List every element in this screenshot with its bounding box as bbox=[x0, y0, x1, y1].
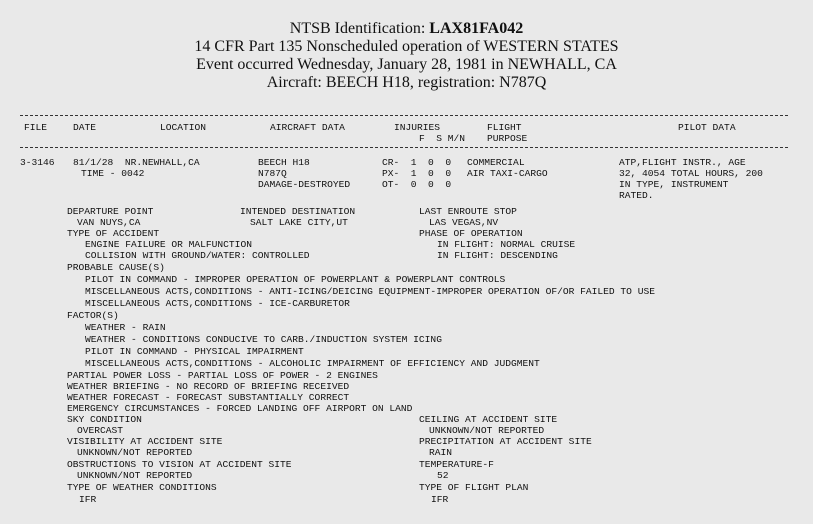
record-flight-purpose-2: AIR TAXI-CARGO bbox=[467, 168, 548, 179]
record-file: 3-3146 bbox=[20, 157, 55, 168]
col-aircraft-data: AIRCRAFT DATA bbox=[270, 122, 345, 133]
record-pilot-line-4: RATED. bbox=[619, 190, 654, 201]
accident-type-1: ENGINE FAILURE OR MALFUNCTION bbox=[85, 239, 252, 250]
factor-1: WEATHER - RAIN bbox=[85, 322, 166, 333]
record-damage: DAMAGE-DESTROYED bbox=[258, 179, 351, 190]
record-time: TIME - 0042 bbox=[81, 168, 145, 179]
event-line: Event occurred Wednesday, January 28, 1981 in NEWHALL, CA bbox=[196, 56, 617, 73]
phase-1: IN FLIGHT: NORMAL CRUISE bbox=[437, 239, 576, 250]
ntsb-identification bbox=[0, 20, 813, 37]
col-pilot-data: PILOT DATA bbox=[678, 122, 736, 133]
obstructions-value: UNKNOWN/NOT REPORTED bbox=[77, 470, 193, 481]
record-registration: N787Q bbox=[258, 168, 287, 179]
accident-type-label: TYPE OF ACCIDENT bbox=[67, 228, 160, 239]
departure-label: DEPARTURE POINT bbox=[67, 206, 154, 217]
aircraft-line: Aircraft: BEECH H18, registration: N787Q bbox=[266, 74, 547, 91]
probable-cause-label: PROBABLE CAUSE(S) bbox=[67, 262, 165, 273]
header-rule-top bbox=[20, 115, 788, 116]
departure-value: VAN NUYS,CA bbox=[77, 217, 141, 228]
col-file: FILE bbox=[24, 122, 48, 133]
ntsb-id-prefix: NTSB Identification: bbox=[289, 20, 430, 37]
ceiling-value: UNKNOWN/NOT REPORTED bbox=[429, 425, 545, 436]
col-date: DATE bbox=[73, 122, 97, 133]
factor-4: MISCELLANEOUS ACTS,CONDITIONS - ALCOHOLIC IMPAIRMENT OF EFFICIENCY AND JUDGMENT bbox=[85, 358, 540, 369]
header-rule-bottom bbox=[20, 147, 788, 148]
precipitation-value: RAIN bbox=[429, 447, 453, 458]
phase-2: IN FLIGHT: DESCENDING bbox=[437, 250, 558, 261]
factor-2: WEATHER - CONDITIONS CONDUCIVE TO CARB./INDUCTION SYSTEM ICING bbox=[85, 334, 442, 345]
last-stop-label: LAST ENROUTE STOP bbox=[419, 206, 517, 217]
destination-label: INTENDED DESTINATION bbox=[240, 206, 356, 217]
obstructions-label: OBSTRUCTIONS TO VISION AT ACCIDENT SITE bbox=[67, 459, 292, 470]
record-aircraft-type: BEECH H18 bbox=[258, 157, 310, 168]
weather-conditions-value: IFR bbox=[79, 494, 97, 505]
destination-value: SALT LAKE CITY,UT bbox=[250, 217, 348, 228]
probable-cause-3: MISCELLANEOUS ACTS,CONDITIONS - ICE-CARBURETOR bbox=[85, 298, 350, 309]
last-stop-value: LAS VEGAS,NV bbox=[429, 217, 499, 228]
temperature-label: TEMPERATURE-F bbox=[419, 459, 494, 470]
probable-cause-1: PILOT IN COMMAND - IMPROPER OPERATION OF POWERPLANT & POWERPLANT CONTROLS bbox=[85, 274, 506, 285]
visibility-value: UNKNOWN/NOT REPORTED bbox=[77, 447, 193, 458]
emergency-circumstances: EMERGENCY CIRCUMSTANCES - FORCED LANDING OFF AIRPORT ON LAND bbox=[67, 403, 413, 414]
flight-plan-label: TYPE OF FLIGHT PLAN bbox=[419, 482, 529, 493]
phase-label: PHASE OF OPERATION bbox=[419, 228, 523, 239]
record-injuries-crew: CR- 1 0 0 bbox=[382, 157, 452, 168]
power-loss: PARTIAL POWER LOSS - PARTIAL LOSS OF POWER - 2 ENGINES bbox=[67, 370, 378, 381]
precipitation-label: PRECIPITATION AT ACCIDENT SITE bbox=[419, 436, 592, 447]
operation-line: 14 CFR Part 135 Nonscheduled operation of WESTERN STATES bbox=[194, 38, 619, 55]
ceiling-label: CEILING AT ACCIDENT SITE bbox=[419, 414, 558, 425]
record-injuries-passengers: PX- 1 0 0 bbox=[382, 168, 452, 179]
sky-condition-value: OVERCAST bbox=[77, 425, 124, 436]
record-pilot-line-3: IN TYPE, INSTRUMENT bbox=[619, 179, 729, 190]
factors-label: FACTOR(S) bbox=[67, 310, 119, 321]
col-location: LOCATION bbox=[160, 122, 207, 133]
visibility-label: VISIBILITY AT ACCIDENT SITE bbox=[67, 436, 223, 447]
record-pilot-line-1: ATP,FLIGHT INSTR., AGE bbox=[619, 157, 746, 168]
col-injuries-sub: F S M/N bbox=[419, 133, 466, 144]
ntsb-id-number: LAX81FA042 bbox=[429, 20, 524, 37]
col-purpose: PURPOSE bbox=[487, 133, 528, 144]
temperature-value: 52 bbox=[437, 470, 449, 481]
factor-3: PILOT IN COMMAND - PHYSICAL IMPAIRMENT bbox=[85, 346, 304, 357]
weather-conditions-label: TYPE OF WEATHER CONDITIONS bbox=[67, 482, 217, 493]
col-flight: FLIGHT bbox=[487, 122, 522, 133]
probable-cause-2: MISCELLANEOUS ACTS,CONDITIONS - ANTI-ICING/DEICING EQUIPMENT-IMPROPER OPERATION OF/OR FAILED TO USE bbox=[85, 286, 655, 297]
weather-briefing: WEATHER BRIEFING - NO RECORD OF BRIEFING RECEIVED bbox=[67, 381, 350, 392]
accident-type-2: COLLISION WITH GROUND/WATER: CONTROLLED bbox=[85, 250, 310, 261]
record-injuries-other: OT- 0 0 0 bbox=[382, 179, 452, 190]
col-injuries: INJURIES bbox=[394, 122, 441, 133]
weather-forecast: WEATHER FORECAST - FORECAST SUBSTANTIALLY CORRECT bbox=[67, 392, 350, 403]
record-flight-purpose-1: COMMERCIAL bbox=[467, 157, 525, 168]
record-pilot-line-2: 32, 4054 TOTAL HOURS, 200 bbox=[619, 168, 763, 179]
flight-plan-value: IFR bbox=[431, 494, 449, 505]
sky-condition-label: SKY CONDITION bbox=[67, 414, 142, 425]
record-date-location: 81/1/28 NR.NEWHALL,CA bbox=[73, 157, 200, 168]
